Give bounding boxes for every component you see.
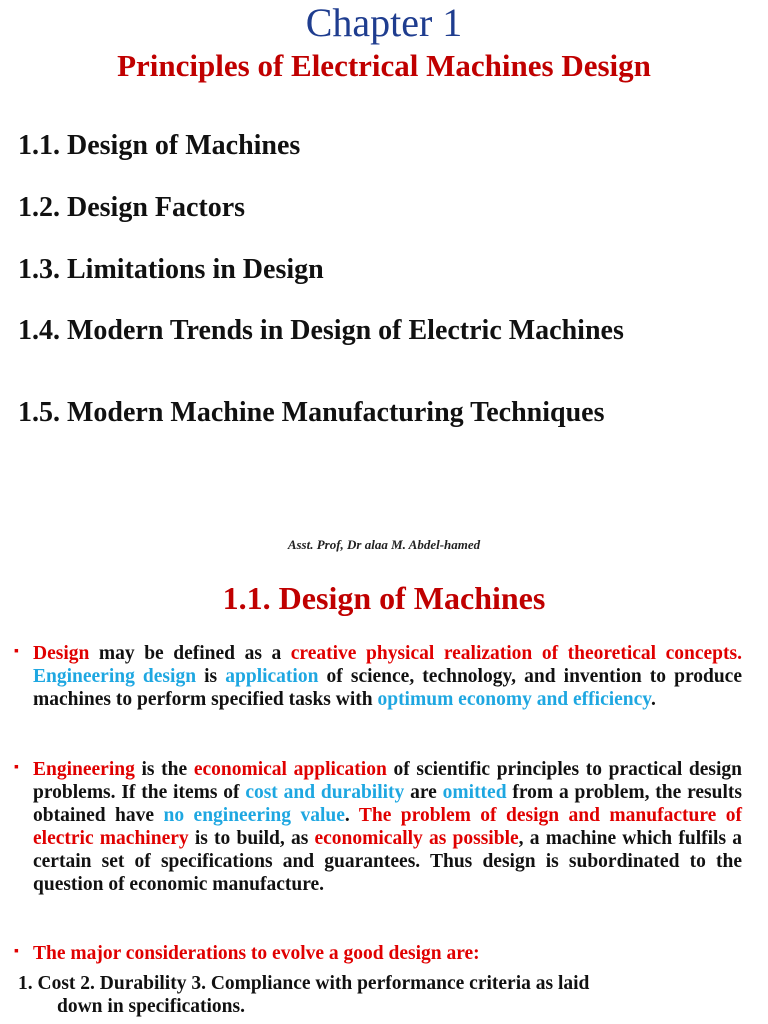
highlight-creative: creative physical realization of theoretical concepts. [290,643,742,664]
highlight-economically: economically as possible [314,828,519,849]
text-span: . [650,689,656,710]
text-span: is [196,666,226,687]
chapter-subtitle: Principles of Electrical Machines Design [117,48,651,83]
highlight-economical: economical application [193,759,387,780]
text-span: of science, technology, and invention to produce machines to perform specified tasks with [33,666,742,710]
chapter-title: Chapter 1 [305,0,463,45]
term-engineering: Engineering [33,759,135,780]
bullet-icon: ▪ [14,644,19,659]
highlight-no-value: no engineering value [163,805,345,826]
text-span: are [404,782,443,803]
term-engineering-design: Engineering design [33,666,197,687]
highlight-omitted: omitted [442,782,507,803]
toc-item-1-1: 1.1. Design of Machines [18,130,301,161]
list-item: 1. Cost 2. Durability 3. Compliance with performance criteria as laid [18,973,590,994]
list-item-continuation: down in specifications. [57,996,245,1017]
term-design: Design [33,643,90,664]
highlight-optimum: optimum economy and efficiency [377,689,651,710]
text-span: is the [134,759,194,780]
design-definition-paragraph [33,642,742,711]
engineering-paragraph [33,758,742,896]
toc-item-1-5: 1.5. Modern Machine Manufacturing Techniques [18,397,605,428]
section-slide [0,560,768,1024]
bullet-icon: ▪ [14,944,19,959]
toc-item-1-3: 1.3. Limitations in Design [18,254,324,285]
bullet-icon: ▪ [14,760,19,775]
text-span: may be defined as a [89,643,291,664]
text-span: of scientific principles to practical design problems. If the items of [33,759,743,803]
considerations-list [18,972,748,1018]
toc-item-1-2: 1.2. Design Factors [18,192,246,223]
section-title: 1.1. Design of Machines [222,580,546,616]
highlight-application: application [225,666,319,687]
highlight-cost-durability: cost and durability [245,782,405,803]
text-span: . [344,805,359,826]
text-span: is to build, as [188,828,315,849]
text-span: , a machine which fulfils a certain set of specifications and guarantees. Thus design is subordinated to the question of economic manufacture. [33,828,742,895]
considerations-heading: The major considerations to evolve a good design are: [33,943,480,964]
highlight-problem: The problem of design and manufacture of electric machinery [33,805,742,849]
text-span: from a problem, the results obtained have [33,782,742,826]
toc-item-1-4: 1.4. Modern Trends in Design of Electric Machines [18,315,624,346]
author-credit: Asst. Prof, Dr alaa M. Abdel-hamed [287,537,481,552]
